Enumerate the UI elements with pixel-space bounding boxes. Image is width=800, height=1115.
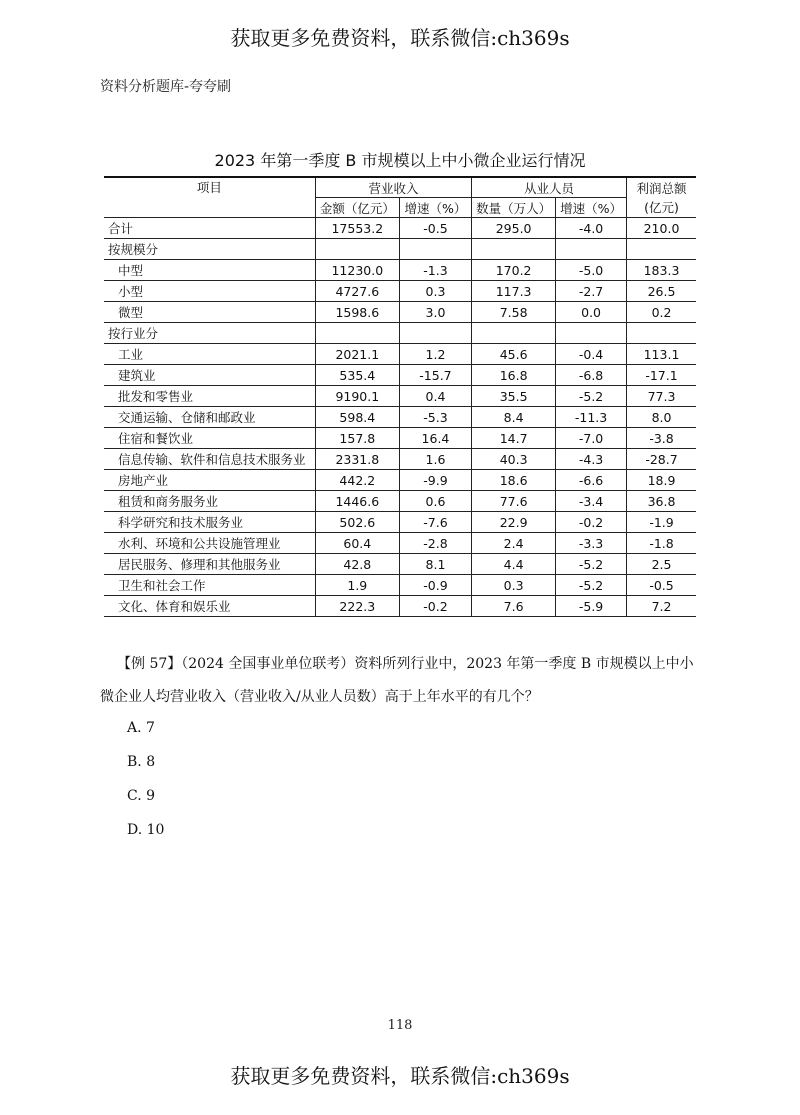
row-label: 微型 — [104, 302, 315, 323]
revenue-cell: 1446.6 — [315, 491, 399, 512]
employees-growth-cell: -0.2 — [556, 512, 627, 533]
profit-cell: -0.5 — [627, 575, 696, 596]
revenue-cell: 442.2 — [315, 470, 399, 491]
profit-cell: 7.2 — [627, 596, 696, 617]
profit-header: 利润总额 — [627, 177, 696, 198]
row-label: 小型 — [104, 281, 315, 302]
empty-cell — [472, 323, 556, 344]
employees-growth-cell: -5.2 — [556, 386, 627, 407]
profit-cell: 8.0 — [627, 407, 696, 428]
employees-cell: 7.58 — [472, 302, 556, 323]
revenue-growth-cell: 16.4 — [399, 428, 471, 449]
table-row-industry — [104, 386, 696, 407]
profit-cell: 36.8 — [627, 491, 696, 512]
employees-growth-cell: -5.9 — [556, 596, 627, 617]
revenue-growth-cell: -7.6 — [399, 512, 471, 533]
revenue-growth-cell: 0.4 — [399, 386, 471, 407]
employees-cell: 22.9 — [472, 512, 556, 533]
profit-unit-header: (亿元) — [627, 198, 696, 218]
revenue-growth-cell: -0.2 — [399, 596, 471, 617]
employees-cell: 4.4 — [472, 554, 556, 575]
revenue-amount-header: 金额（亿元） — [315, 198, 399, 218]
profit-cell: 113.1 — [627, 344, 696, 365]
row-label: 居民服务、修理和其他服务业 — [104, 554, 315, 575]
employees-cell: 117.3 — [472, 281, 556, 302]
employees-growth-header: 增速（%） — [556, 198, 627, 218]
revenue-cell: 598.4 — [315, 407, 399, 428]
revenue-growth-header: 增速（%） — [399, 198, 471, 218]
empty-cell — [556, 239, 627, 260]
employees-cell: 77.6 — [472, 491, 556, 512]
revenue-cell: 42.8 — [315, 554, 399, 575]
table-row-scale — [104, 260, 696, 281]
profit-cell: 183.3 — [627, 260, 696, 281]
employees-growth-cell: -5.0 — [556, 260, 627, 281]
empty-cell — [472, 239, 556, 260]
profit-cell: 77.3 — [627, 386, 696, 407]
row-label: 中型 — [104, 260, 315, 281]
profit-cell: 2.5 — [627, 554, 696, 575]
subtitle: 资料分析题库-夸夸刷 — [100, 79, 232, 95]
page-number: 118 — [387, 1018, 413, 1033]
revenue-growth-cell: -15.7 — [399, 365, 471, 386]
section-row-industry — [104, 323, 696, 344]
table-row-scale — [104, 281, 696, 302]
employees-cell: 7.6 — [472, 596, 556, 617]
table-row-scale — [104, 302, 696, 323]
section-label: 按行业分 — [104, 323, 315, 344]
empty-cell — [399, 239, 471, 260]
employees-growth-cell: -5.2 — [556, 554, 627, 575]
header-row-2 — [104, 198, 696, 218]
profit-cell: -3.8 — [627, 428, 696, 449]
row-label: 文化、体育和娱乐业 — [104, 596, 315, 617]
profit-cell: -28.7 — [627, 449, 696, 470]
table-row-industry — [104, 407, 696, 428]
revenue-growth-cell: 1.6 — [399, 449, 471, 470]
employees-growth-cell: -3.4 — [556, 491, 627, 512]
table-row-industry — [104, 596, 696, 617]
employees-growth-cell: -3.3 — [556, 533, 627, 554]
option-b[interactable]: B. 8 — [127, 754, 156, 770]
table-title: 2023 年第一季度 B 市规模以上中小微企业运行情况 — [214, 151, 586, 170]
option-d[interactable]: D. 10 — [127, 822, 165, 838]
table-row-industry — [104, 575, 696, 596]
row-label: 水利、环境和公共设施管理业 — [104, 533, 315, 554]
empty-cell — [556, 323, 627, 344]
revenue-group-header: 营业收入 — [315, 177, 471, 198]
profit-cell: 18.9 — [627, 470, 696, 491]
revenue-cell: 502.6 — [315, 512, 399, 533]
row-label: 合计 — [104, 218, 315, 239]
table-row-industry — [104, 533, 696, 554]
employees-growth-cell: -11.3 — [556, 407, 627, 428]
row-label: 交通运输、仓储和邮政业 — [104, 407, 315, 428]
table-row-industry — [104, 554, 696, 575]
table-row-industry — [104, 344, 696, 365]
profit-cell: -1.9 — [627, 512, 696, 533]
revenue-growth-cell: 8.1 — [399, 554, 471, 575]
profit-cell: -17.1 — [627, 365, 696, 386]
employees-growth-cell: -6.8 — [556, 365, 627, 386]
revenue-cell: 222.3 — [315, 596, 399, 617]
row-label: 卫生和社会工作 — [104, 575, 315, 596]
revenue-cell: 17553.2 — [315, 218, 399, 239]
revenue-cell: 1.9 — [315, 575, 399, 596]
employees-cell: 18.6 — [472, 470, 556, 491]
revenue-cell: 4727.6 — [315, 281, 399, 302]
revenue-growth-cell: 3.0 — [399, 302, 471, 323]
profit-cell: 0.2 — [627, 302, 696, 323]
empty-cell — [399, 323, 471, 344]
employees-cell: 40.3 — [472, 449, 556, 470]
employees-cell: 295.0 — [472, 218, 556, 239]
employees-cell: 0.3 — [472, 575, 556, 596]
revenue-growth-cell: -1.3 — [399, 260, 471, 281]
total-row — [104, 218, 696, 239]
revenue-cell: 157.8 — [315, 428, 399, 449]
item-header-spacer — [104, 198, 315, 218]
option-a[interactable]: A. 7 — [127, 720, 155, 736]
empty-cell — [315, 323, 399, 344]
employees-growth-cell: -2.7 — [556, 281, 627, 302]
section-label: 按规模分 — [104, 239, 315, 260]
employees-growth-cell: -4.3 — [556, 449, 627, 470]
employees-cell: 14.7 — [472, 428, 556, 449]
table-row-industry — [104, 365, 696, 386]
row-label: 建筑业 — [104, 365, 315, 386]
table-row-industry — [104, 449, 696, 470]
profit-cell: -1.8 — [627, 533, 696, 554]
section-row-scale — [104, 239, 696, 260]
table-row-industry — [104, 428, 696, 449]
empty-cell — [627, 323, 696, 344]
employees-count-header: 数量（万人） — [472, 198, 556, 218]
profit-cell: 210.0 — [627, 218, 696, 239]
revenue-cell: 2331.8 — [315, 449, 399, 470]
answer-options — [127, 718, 164, 854]
question — [100, 648, 700, 714]
revenue-growth-cell: -5.3 — [399, 407, 471, 428]
revenue-growth-cell: -9.9 — [399, 470, 471, 491]
data-table — [104, 176, 696, 617]
row-label: 房地产业 — [104, 470, 315, 491]
option-c[interactable]: C. 9 — [127, 788, 156, 804]
row-label: 工业 — [104, 344, 315, 365]
row-label: 科学研究和技术服务业 — [104, 512, 315, 533]
revenue-cell: 11230.0 — [315, 260, 399, 281]
employees-cell: 2.4 — [472, 533, 556, 554]
employees-group-header: 从业人员 — [472, 177, 627, 198]
revenue-growth-cell: -2.8 — [399, 533, 471, 554]
employees-cell: 16.8 — [472, 365, 556, 386]
revenue-cell: 1598.6 — [315, 302, 399, 323]
employees-cell: 35.5 — [472, 386, 556, 407]
top-banner: 获取更多免费资料，联系微信:ch369s — [230, 26, 570, 50]
employees-cell: 8.4 — [472, 407, 556, 428]
employees-growth-cell: -0.4 — [556, 344, 627, 365]
row-label: 批发和零售业 — [104, 386, 315, 407]
profit-cell: 26.5 — [627, 281, 696, 302]
table-row-industry — [104, 491, 696, 512]
revenue-cell: 9190.1 — [315, 386, 399, 407]
employees-cell: 45.6 — [472, 344, 556, 365]
item-header: 项目 — [196, 180, 222, 195]
employees-growth-cell: -6.6 — [556, 470, 627, 491]
table-row-industry — [104, 512, 696, 533]
revenue-growth-cell: -0.5 — [399, 218, 471, 239]
table-row-industry — [104, 470, 696, 491]
employees-growth-cell: -4.0 — [556, 218, 627, 239]
row-label: 住宿和餐饮业 — [104, 428, 315, 449]
header-row-1 — [104, 177, 696, 198]
empty-cell — [315, 239, 399, 260]
employees-growth-cell: 0.0 — [556, 302, 627, 323]
employees-growth-cell: -7.0 — [556, 428, 627, 449]
revenue-cell: 535.4 — [315, 365, 399, 386]
revenue-growth-cell: 1.2 — [399, 344, 471, 365]
row-label: 租赁和商务服务业 — [104, 491, 315, 512]
employees-cell: 170.2 — [472, 260, 556, 281]
row-label: 信息传输、软件和信息技术服务业 — [104, 449, 315, 470]
employees-growth-cell: -5.2 — [556, 575, 627, 596]
revenue-cell: 60.4 — [315, 533, 399, 554]
revenue-growth-cell: 0.3 — [399, 281, 471, 302]
revenue-cell: 2021.1 — [315, 344, 399, 365]
question-text: 【例 57】（2024 全国事业单位联考）资料所列行业中，2023 年第一季度 B 市规模以上中小微企业人均营业收入（营业收入/从业人员数）高于上年水平的有几个？ — [100, 656, 694, 705]
empty-cell — [627, 239, 696, 260]
revenue-growth-cell: -0.9 — [399, 575, 471, 596]
bottom-banner: 获取更多免费资料，联系微信:ch369s — [230, 1064, 570, 1088]
revenue-growth-cell: 0.6 — [399, 491, 471, 512]
